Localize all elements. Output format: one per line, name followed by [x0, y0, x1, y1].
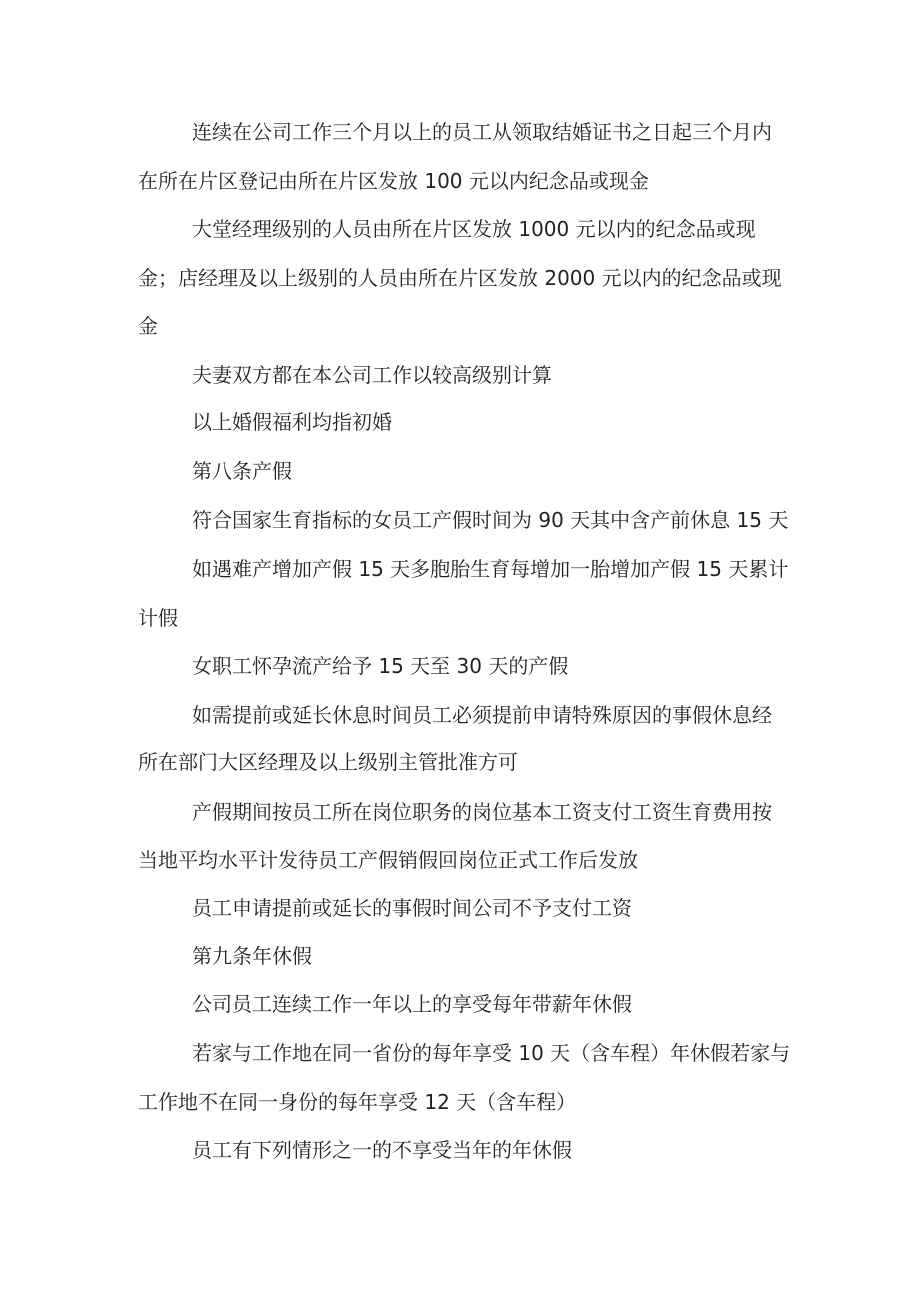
text-line: 金	[138, 314, 158, 338]
text-line: 夫妻双方都在本公司工作以较高级别计算	[192, 363, 552, 387]
text-line: 员工申请提前或延长的事假时间公司不予支付工资	[192, 896, 632, 920]
text-line: 公司员工连续工作一年以上的享受每年带薪年休假	[192, 992, 632, 1016]
text-line: 在所在片区登记由所在片区发放 100 元以内纪念品或现金	[138, 169, 649, 193]
text-line: 如需提前或延长休息时间员工必须提前申请特殊原因的事假休息经	[192, 703, 772, 727]
text-line: 产假期间按员工所在岗位职务的岗位基本工资支付工资生育费用按	[192, 800, 772, 824]
text-line: 如遇难产增加产假 15 天多胞胎生育每增加一胎增加产假 15 天累计	[192, 557, 789, 581]
text-line: 符合国家生育指标的女员工产假时间为 90 天其中含产前休息 15 天	[192, 508, 789, 532]
text-line: 女职工怀孕流产给予 15 天至 30 天的产假	[192, 654, 569, 678]
text-line: 所在部门大区经理及以上级别主管批准方可	[138, 750, 518, 774]
text-line: 当地平均水平计发待员工产假销假回岗位正式工作后发放	[138, 848, 638, 872]
section-heading: 第九条年休假	[192, 944, 312, 968]
text-line: 金；店经理及以上级别的人员由所在片区发放 2000 元以内的纪念品或现	[138, 266, 782, 290]
text-line: 员工有下列情形之一的不享受当年的年休假	[192, 1138, 572, 1162]
text-line: 大堂经理级别的人员由所在片区发放 1000 元以内的纪念品或现	[192, 217, 756, 241]
text-line: 若家与工作地在同一省份的每年享受 10 天（含车程）年休假若家与	[192, 1041, 791, 1065]
text-line: 以上婚假福利均指初婚	[192, 410, 392, 434]
text-line: 计假	[138, 606, 178, 630]
text-line: 工作地不在同一身份的每年享受 12 天（含车程）	[138, 1090, 577, 1114]
section-heading: 第八条产假	[192, 459, 292, 483]
text-line: 连续在公司工作三个月以上的员工从领取结婚证书之日起三个月内	[192, 120, 772, 144]
